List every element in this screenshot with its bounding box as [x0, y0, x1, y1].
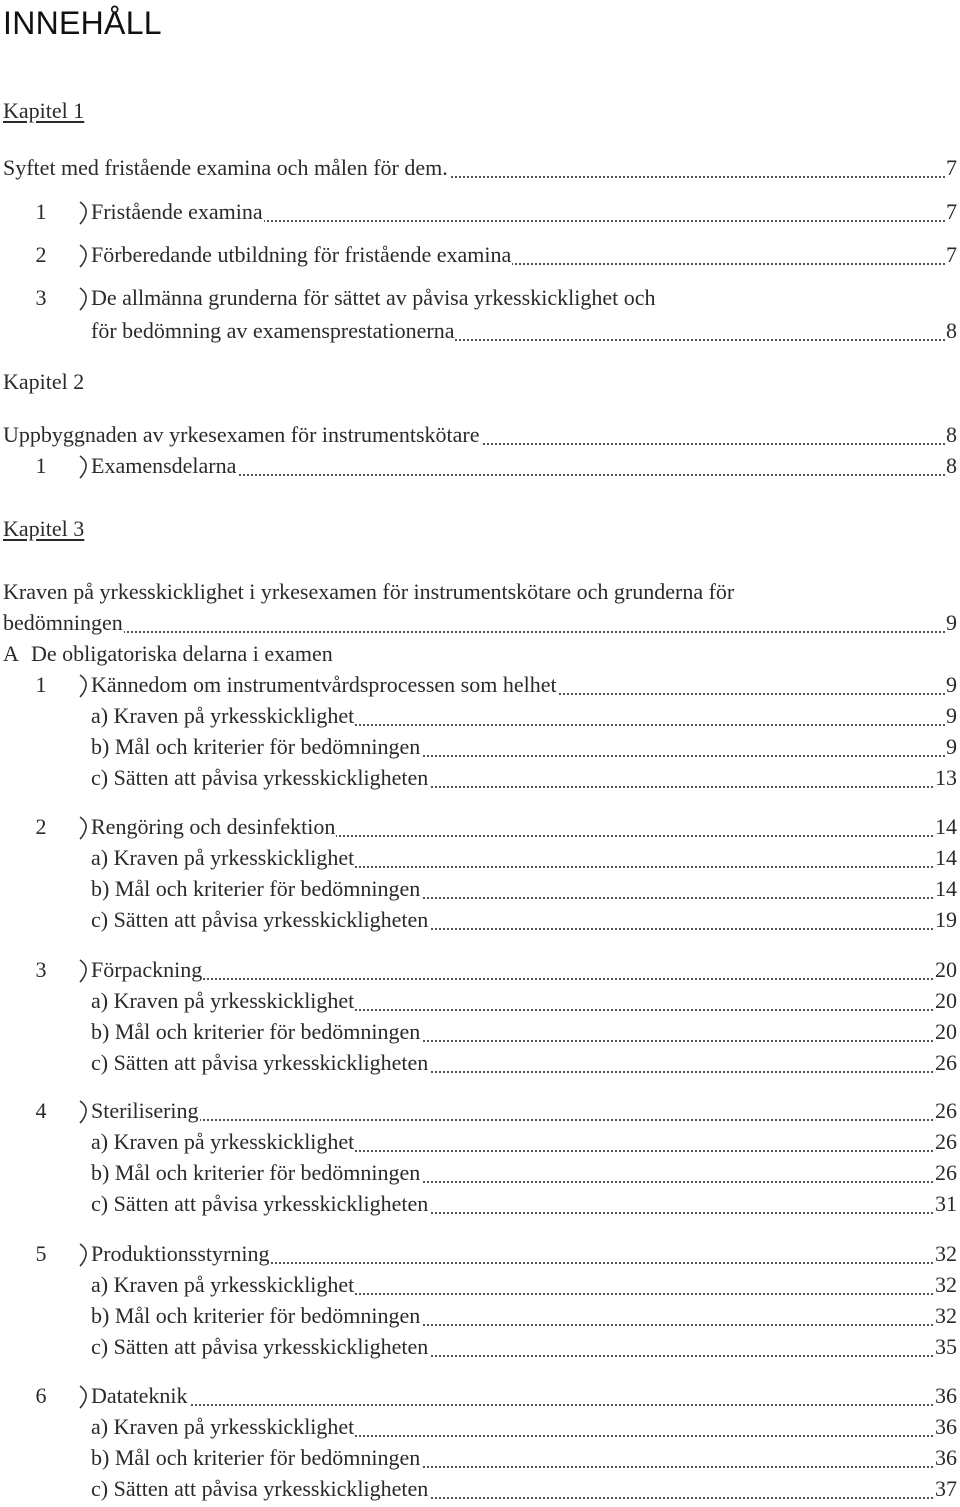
entry-title: Förpackning	[91, 955, 203, 985]
toc-entry[interactable]	[3, 608, 957, 638]
toc-entry[interactable]	[3, 420, 957, 450]
part-title: De obligatoriska delarna i examen	[31, 639, 334, 669]
toc-subsection-entry[interactable]	[91, 843, 957, 873]
entry-number: 3	[35, 957, 47, 982]
toc-subsection-entry[interactable]	[91, 1189, 957, 1219]
entry-title: b) Mål och kriterier för bedömningen	[91, 874, 421, 904]
entry-page-number: 7	[945, 240, 957, 270]
toc-subsection-entry[interactable]	[91, 1048, 957, 1078]
toc-subsection-entry[interactable]	[91, 1017, 957, 1047]
entry-page-number: 37	[934, 1474, 957, 1504]
entry-number: 2	[35, 814, 47, 839]
toc-subsection-entry[interactable]	[91, 874, 957, 904]
entry-title: c) Sätten att påvisa yrkesskickligheten	[91, 1332, 429, 1362]
entry-page-number: 7	[945, 153, 957, 183]
toc-subsection-entry[interactable]	[91, 1474, 957, 1504]
entry-title: Examensdelarna	[91, 451, 237, 481]
dot-leader	[91, 1119, 949, 1121]
toc-section-entry[interactable]	[28, 955, 957, 985]
entry-title: a) Kraven på yrkesskicklighet	[91, 986, 355, 1016]
entry-page-number: 36	[934, 1381, 957, 1411]
entry-page-number: 26	[934, 1096, 957, 1126]
entry-title: Sterilisering	[91, 1096, 200, 1126]
chapter-heading: Kapitel 3	[3, 516, 85, 541]
entry-page-number: 14	[934, 812, 957, 842]
entry-page-number: 26	[934, 1127, 957, 1157]
entry-title: a) Kraven på yrkesskicklighet	[91, 701, 355, 731]
entry-page-number: 20	[934, 986, 957, 1016]
entry-title: c) Sätten att påvisa yrkesskickligheten	[91, 905, 429, 935]
toc-entry[interactable]	[3, 153, 957, 183]
entry-page-number: 32	[934, 1270, 957, 1300]
entry-title: Rengöring och desinfektion	[91, 812, 336, 842]
toc-section-entry[interactable]	[28, 670, 957, 700]
entry-title: c) Sätten att påvisa yrkesskickligheten	[91, 763, 429, 793]
entry-page-number: 14	[934, 843, 957, 873]
toc-subsection-entry[interactable]	[91, 316, 957, 346]
toc-subsection-entry[interactable]	[91, 1270, 957, 1300]
entry-title: a) Kraven på yrkesskicklighet	[91, 843, 355, 873]
toc-section-entry[interactable]	[28, 451, 957, 481]
toc-subsection-entry[interactable]	[91, 1158, 957, 1188]
toc-subsection-entry[interactable]	[91, 1127, 957, 1157]
entry-title: c) Sätten att påvisa yrkesskickligheten	[91, 1048, 429, 1078]
entry-title: De allmänna grunderna för sättet av påvisa yrkesskicklighet och	[91, 283, 656, 313]
toc-subsection-entry[interactable]	[91, 1443, 957, 1473]
entry-title: b) Mål och kriterier för bedömningen	[91, 1158, 421, 1188]
toc-section-entry[interactable]	[28, 240, 957, 270]
entry-number: 1	[35, 453, 47, 478]
entry-title: Datateknik	[91, 1381, 189, 1411]
toc-section-entry[interactable]	[28, 197, 957, 227]
toc-subsection-entry[interactable]	[91, 732, 957, 762]
toc-section-entry[interactable]	[28, 812, 957, 842]
entry-page-number: 14	[934, 874, 957, 904]
entry-page-number: 35	[934, 1332, 957, 1362]
entry-title: c) Sätten att påvisa yrkesskickligheten	[91, 1189, 429, 1219]
entry-page-number: 20	[934, 955, 957, 985]
chapter-heading: Kapitel 2	[3, 369, 85, 394]
page-title: INNEHÅLL	[3, 5, 162, 41]
entry-number: 4	[35, 1098, 47, 1123]
entry-page-number: 31	[934, 1189, 957, 1219]
entry-page-number: 9	[945, 670, 957, 700]
entry-number: 2	[35, 242, 47, 267]
entry-page-number: 36	[934, 1412, 957, 1442]
toc-part-heading	[3, 639, 957, 669]
entry-page-number: 8	[945, 451, 957, 481]
entry-page-number: 13	[934, 763, 957, 793]
dot-leader	[91, 978, 949, 980]
entry-title: Förberedande utbildning för fristående examina	[91, 240, 512, 270]
entry-page-number: 32	[934, 1239, 957, 1269]
toc-section-entry[interactable]	[28, 1239, 957, 1269]
entry-title: Syftet med fristående examina och målen för dem.	[3, 153, 449, 183]
entry-title: c) Sätten att påvisa yrkesskickligheten	[91, 1474, 429, 1504]
entry-title: Kännedom om instrumentvårdsprocessen som helhet	[91, 670, 558, 700]
entry-number: 5	[35, 1241, 47, 1266]
entry-page-number: 9	[945, 732, 957, 762]
toc-section-title-line	[28, 283, 957, 313]
entry-title: b) Mål och kriterier för bedömningen	[91, 1301, 421, 1331]
entry-title: för bedömning av examensprestationerna	[91, 316, 455, 346]
toc-subsection-entry[interactable]	[91, 986, 957, 1016]
chapter-heading: Kapitel 1	[3, 98, 85, 123]
entry-number: 3	[35, 285, 47, 310]
entry-title: Produktionsstyrning	[91, 1239, 270, 1269]
toc-subsection-entry[interactable]	[91, 1301, 957, 1331]
entry-page-number: 7	[945, 197, 957, 227]
entry-title: b) Mål och kriterier för bedömningen	[91, 1443, 421, 1473]
entry-title: bedömningen	[3, 608, 124, 638]
entry-page-number: 8	[945, 316, 957, 346]
entry-title: Fristående examina	[91, 197, 264, 227]
entry-title: a) Kraven på yrkesskicklighet	[91, 1270, 355, 1300]
toc-subsection-entry[interactable]	[91, 701, 957, 731]
entry-page-number: 20	[934, 1017, 957, 1047]
entry-page-number: 8	[945, 420, 957, 450]
entry-number: 1	[35, 672, 47, 697]
entry-page-number: 26	[934, 1048, 957, 1078]
toc-section-entry[interactable]	[28, 1096, 957, 1126]
chapter-intro-line: Kraven på yrkesskicklighet i yrkesexamen för instrumentskötare och grunderna för	[3, 579, 735, 604]
entry-page-number: 36	[934, 1443, 957, 1473]
entry-page-number: 19	[934, 905, 957, 935]
entry-page-number: 9	[945, 608, 957, 638]
entry-title: a) Kraven på yrkesskicklighet	[91, 1412, 355, 1442]
entry-title: b) Mål och kriterier för bedömningen	[91, 732, 421, 762]
entry-page-number: 26	[934, 1158, 957, 1188]
part-letter: A	[3, 639, 20, 669]
entry-title: b) Mål och kriterier för bedömningen	[91, 1017, 421, 1047]
entry-number: 6	[35, 1383, 47, 1408]
entry-page-number: 9	[945, 701, 957, 731]
toc-subsection-entry[interactable]	[91, 905, 957, 935]
entry-title: Uppbyggnaden av yrkesexamen för instrumentskötare	[3, 420, 481, 450]
entry-title: a) Kraven på yrkesskicklighet	[91, 1127, 355, 1157]
toc-section-entry[interactable]	[28, 1381, 957, 1411]
dot-leader	[3, 631, 949, 633]
toc-subsection-entry[interactable]	[91, 763, 957, 793]
toc-subsection-entry[interactable]	[91, 1332, 957, 1362]
dot-leader	[91, 1404, 949, 1406]
entry-page-number: 32	[934, 1301, 957, 1331]
entry-number: 1	[35, 199, 47, 224]
toc-subsection-entry[interactable]	[91, 1412, 957, 1442]
